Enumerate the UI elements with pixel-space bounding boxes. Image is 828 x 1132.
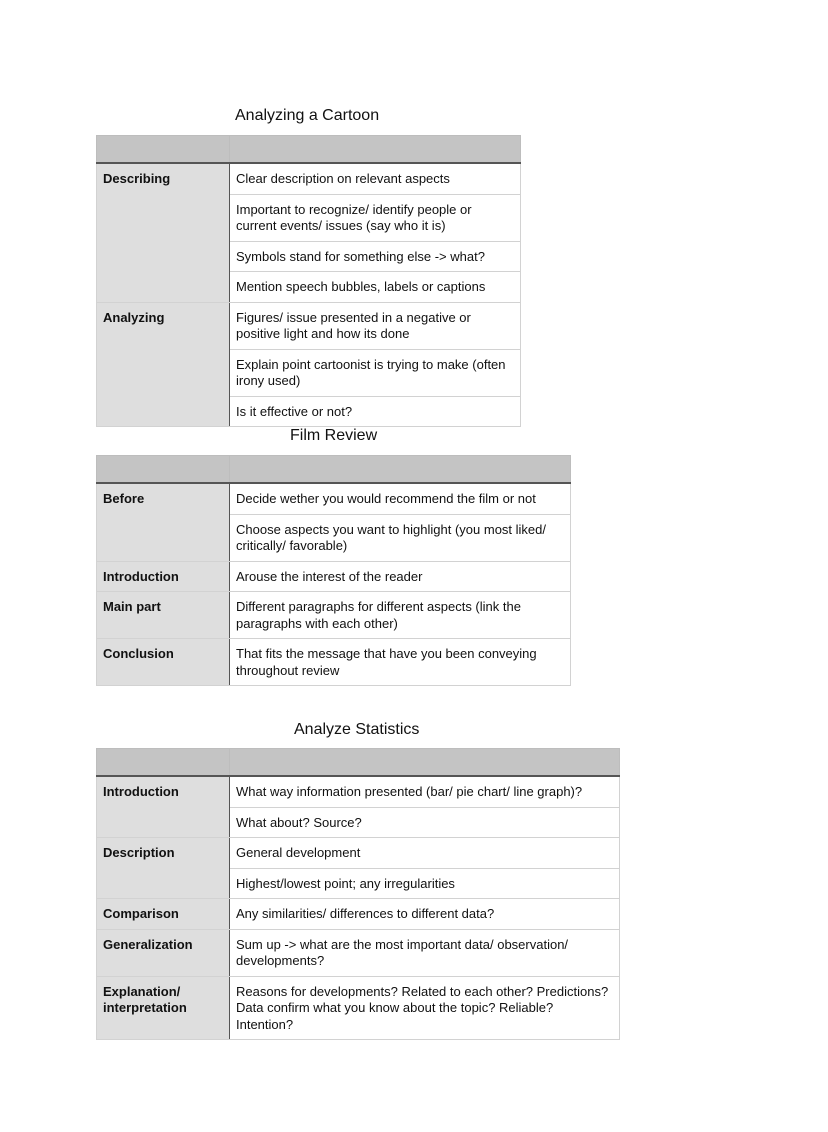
row-value: What way information presented (bar/ pie chart/ line graph)? bbox=[230, 776, 620, 807]
row-value: Symbols stand for something else -> what? bbox=[230, 241, 521, 272]
row-key bbox=[97, 194, 230, 241]
table-row bbox=[97, 302, 521, 349]
table-row bbox=[97, 807, 620, 838]
row-key bbox=[97, 241, 230, 272]
table-header-row bbox=[97, 749, 620, 777]
row-key bbox=[97, 349, 230, 396]
film-table bbox=[96, 455, 571, 686]
stats-title: Analyze Statistics bbox=[294, 721, 420, 738]
table-row bbox=[97, 868, 620, 899]
row-key: Introduction bbox=[97, 776, 230, 807]
row-key bbox=[97, 514, 230, 561]
row-value: Reasons for developments? Related to each other? Predictions? Data confirm what you know about the topic? Reliable? Intention? bbox=[230, 976, 620, 1040]
row-key bbox=[97, 272, 230, 303]
cartoon-table bbox=[96, 135, 521, 427]
row-key: Describing bbox=[97, 163, 230, 194]
table-row bbox=[97, 396, 521, 427]
row-value: Different paragraphs for different aspects (link the paragraphs with each other) bbox=[230, 592, 571, 639]
table-row bbox=[97, 838, 620, 869]
row-key: Comparison bbox=[97, 899, 230, 930]
row-value: Clear description on relevant aspects bbox=[230, 163, 521, 194]
table-row bbox=[97, 163, 521, 194]
row-value: Highest/lowest point; any irregularities bbox=[230, 868, 620, 899]
row-key bbox=[97, 868, 230, 899]
row-value: What about? Source? bbox=[230, 807, 620, 838]
row-value: That fits the message that have you been conveying throughout review bbox=[230, 639, 571, 686]
table-header-row bbox=[97, 136, 521, 164]
row-value: Any similarities/ differences to different data? bbox=[230, 899, 620, 930]
row-key bbox=[97, 396, 230, 427]
stats-table bbox=[96, 748, 620, 1040]
table-row bbox=[97, 899, 620, 930]
row-key: Description bbox=[97, 838, 230, 869]
row-value: Mention speech bubbles, labels or captions bbox=[230, 272, 521, 303]
row-key bbox=[97, 807, 230, 838]
row-value: Arouse the interest of the reader bbox=[230, 561, 571, 592]
row-value: Sum up -> what are the most important data/ observation/ developments? bbox=[230, 929, 620, 976]
table-row bbox=[97, 194, 521, 241]
table-header-row bbox=[97, 456, 571, 484]
table-row bbox=[97, 349, 521, 396]
row-value: Explain point cartoonist is trying to make (often irony used) bbox=[230, 349, 521, 396]
row-value: General development bbox=[230, 838, 620, 869]
table-row bbox=[97, 776, 620, 807]
row-key: Conclusion bbox=[97, 639, 230, 686]
row-value: Decide wether you would recommend the film or not bbox=[230, 483, 571, 514]
table-row bbox=[97, 976, 620, 1040]
table-row bbox=[97, 483, 571, 514]
row-key: Analyzing bbox=[97, 302, 230, 349]
table-row bbox=[97, 929, 620, 976]
cartoon-title: Analyzing a Cartoon bbox=[235, 107, 380, 124]
table-row bbox=[97, 272, 521, 303]
table-row bbox=[97, 561, 571, 592]
row-key: Introduction bbox=[97, 561, 230, 592]
row-value: Is it effective or not? bbox=[230, 396, 521, 427]
row-key: Before bbox=[97, 483, 230, 514]
film-title: Film Review bbox=[290, 427, 378, 444]
table-row bbox=[97, 639, 571, 686]
row-key: Generalization bbox=[97, 929, 230, 976]
row-key: Explanation/ interpretation bbox=[97, 976, 230, 1040]
row-value: Figures/ issue presented in a negative or positive light and how its done bbox=[230, 302, 521, 349]
row-value: Choose aspects you want to highlight (you most liked/ critically/ favorable) bbox=[230, 514, 571, 561]
row-value: Important to recognize/ identify people or current events/ issues (say who it is) bbox=[230, 194, 521, 241]
table-row bbox=[97, 514, 571, 561]
table-row bbox=[97, 241, 521, 272]
table-row bbox=[97, 592, 571, 639]
row-key: Main part bbox=[97, 592, 230, 639]
